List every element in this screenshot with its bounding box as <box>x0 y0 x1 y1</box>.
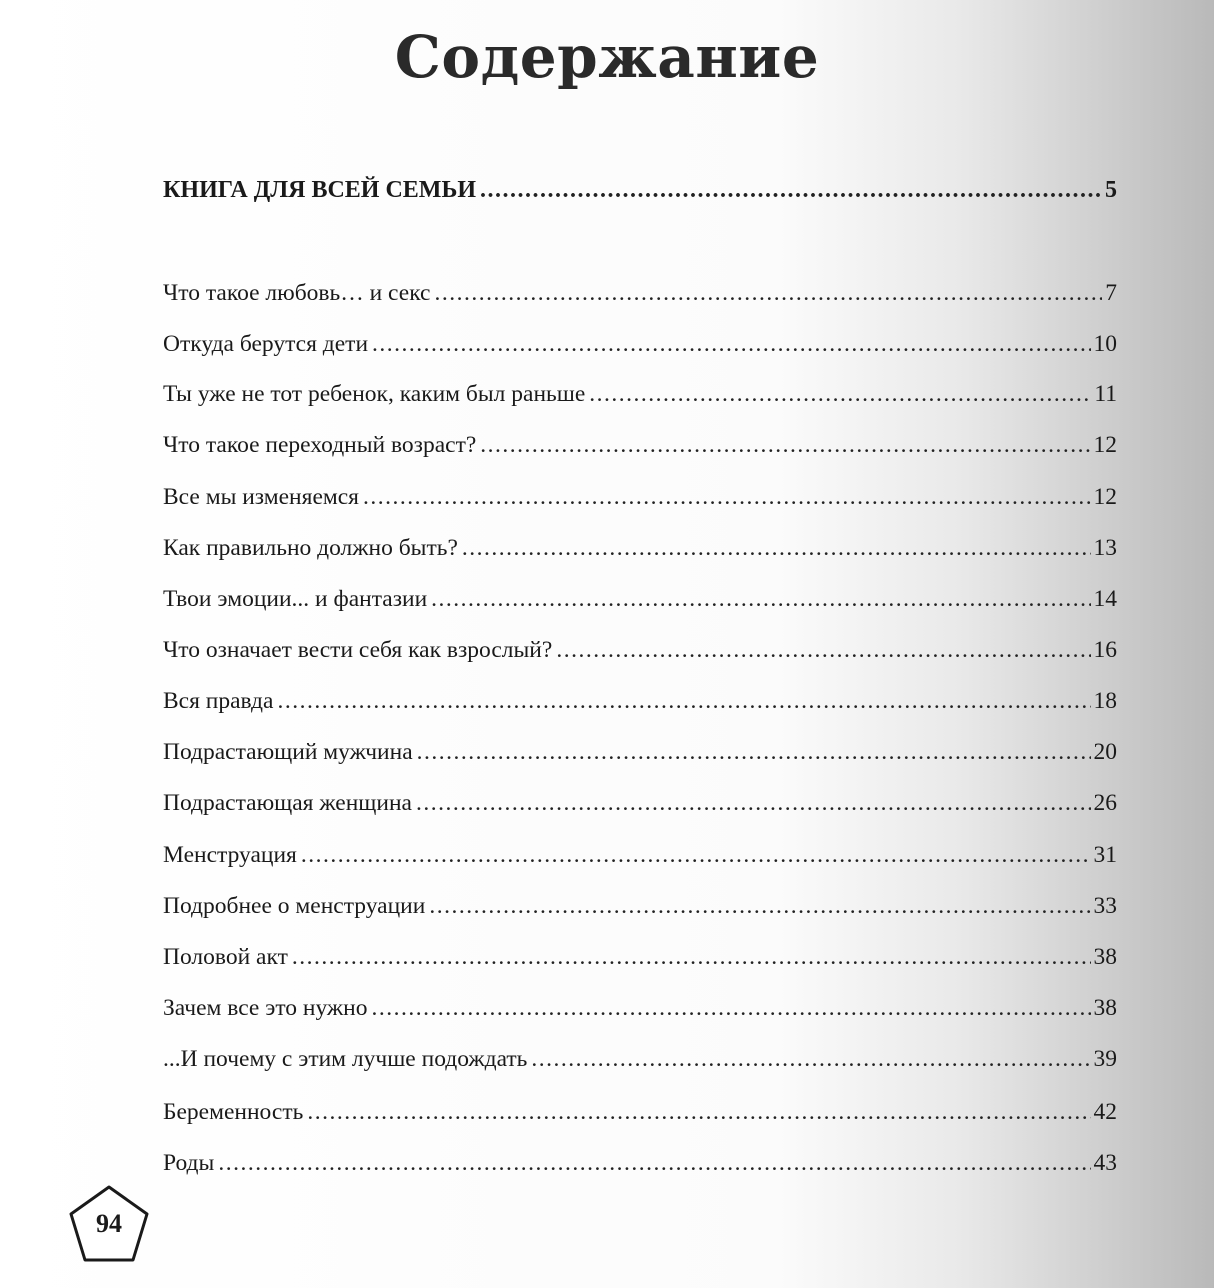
toc-entry-page: 26 <box>1093 790 1117 816</box>
toc-entry-label: Зачем все это нужно <box>163 995 368 1021</box>
toc-entry-label: Что такое любовь… и секс <box>163 280 431 306</box>
page-title: Содержание <box>394 23 820 91</box>
toc-entry-page: 13 <box>1093 535 1117 561</box>
toc-entry[interactable] <box>163 785 1117 821</box>
toc-entry-page: 5 <box>1105 177 1117 203</box>
dot-leader <box>218 1145 1090 1181</box>
toc-entry-label: ...И почему с этим лучше подождать <box>163 1046 528 1072</box>
toc-entry[interactable] <box>163 530 1117 566</box>
toc-entry-page: 11 <box>1094 381 1117 407</box>
toc-entry-page: 42 <box>1093 1099 1117 1125</box>
toc-entry[interactable] <box>163 172 1117 208</box>
dot-leader <box>431 581 1090 617</box>
toc-entry-label: Менструация <box>163 842 297 868</box>
dot-leader <box>462 530 1091 566</box>
toc-entry-label: КНИГА ДЛЯ ВСЕЙ СЕМЬИ <box>163 177 476 203</box>
dot-leader <box>292 939 1091 975</box>
toc-entry-label: Что означает вести себя как взрослый? <box>163 637 553 663</box>
toc-entry-page: 38 <box>1093 995 1117 1021</box>
toc-entry-page: 7 <box>1105 280 1117 306</box>
toc-entry-label: Как правильно должно быть? <box>163 535 458 561</box>
toc-entry-page: 14 <box>1093 586 1117 612</box>
dot-leader <box>434 275 1102 311</box>
toc-entry-page: 18 <box>1093 688 1117 714</box>
dot-leader <box>372 990 1091 1026</box>
toc-entry[interactable] <box>163 632 1117 668</box>
dot-leader <box>429 888 1090 924</box>
toc-entry[interactable] <box>163 275 1117 311</box>
toc-entry-label: Половой акт <box>163 944 288 970</box>
toc-entry-label: Откуда берутся дети <box>163 331 369 357</box>
toc-entry-label: Подрастающий мужчина <box>163 739 413 765</box>
toc-entry[interactable] <box>163 837 1117 873</box>
page-number-badge <box>68 1183 150 1265</box>
toc-entry-page: 12 <box>1093 484 1117 510</box>
dot-leader <box>480 427 1090 463</box>
toc-entry[interactable] <box>163 479 1117 515</box>
toc-entry-label: Подробнее о менструации <box>163 893 426 919</box>
toc-entry[interactable] <box>163 1145 1117 1181</box>
toc-entry[interactable] <box>163 326 1117 362</box>
dot-leader <box>301 837 1091 873</box>
toc-entry[interactable] <box>163 427 1117 463</box>
toc-entry-label: Подрастающая женщина <box>163 790 412 816</box>
dot-leader <box>589 376 1091 412</box>
toc-entry[interactable] <box>163 990 1117 1026</box>
toc-entry-label: Все мы изменяемся <box>163 484 359 510</box>
toc-entry-label: Ты уже не тот ребенок, каким был раньше <box>163 381 586 407</box>
toc-entry-page: 31 <box>1093 842 1117 868</box>
toc-entry-page: 43 <box>1093 1150 1117 1176</box>
toc-entry-label: Роды <box>163 1150 215 1176</box>
dot-leader <box>480 172 1102 208</box>
dot-leader <box>307 1094 1090 1130</box>
toc-entry[interactable] <box>163 734 1117 770</box>
dot-leader <box>277 683 1090 719</box>
dot-leader <box>363 479 1091 515</box>
toc-entry[interactable] <box>163 888 1117 924</box>
toc-entry[interactable] <box>163 1041 1117 1077</box>
toc-entry-page: 20 <box>1093 739 1117 765</box>
dot-leader <box>416 785 1091 821</box>
toc-entry[interactable] <box>163 683 1117 719</box>
toc-entry[interactable] <box>163 376 1117 412</box>
dot-leader <box>417 734 1091 770</box>
dot-leader <box>556 632 1090 668</box>
dot-leader <box>372 326 1090 362</box>
toc-entry-page: 12 <box>1093 432 1117 458</box>
toc-entry-page: 38 <box>1093 944 1117 970</box>
toc-entry-label: Вся правда <box>163 688 274 714</box>
toc-entry-page: 16 <box>1093 637 1117 663</box>
toc-entry[interactable] <box>163 1094 1117 1130</box>
toc-entry-label: Что такое переходный возраст? <box>163 432 477 458</box>
toc-entry-label: Твои эмоции... и фантазии <box>163 586 428 612</box>
toc-entry-page: 10 <box>1093 331 1117 357</box>
toc-entry-page: 39 <box>1093 1046 1117 1072</box>
dot-leader <box>531 1041 1090 1077</box>
toc-entry[interactable] <box>163 939 1117 975</box>
page-number: 94 <box>96 1209 122 1238</box>
toc-entry[interactable] <box>163 581 1117 617</box>
toc-entry-page: 33 <box>1093 893 1117 919</box>
toc-entry-label: Беременность <box>163 1099 304 1125</box>
